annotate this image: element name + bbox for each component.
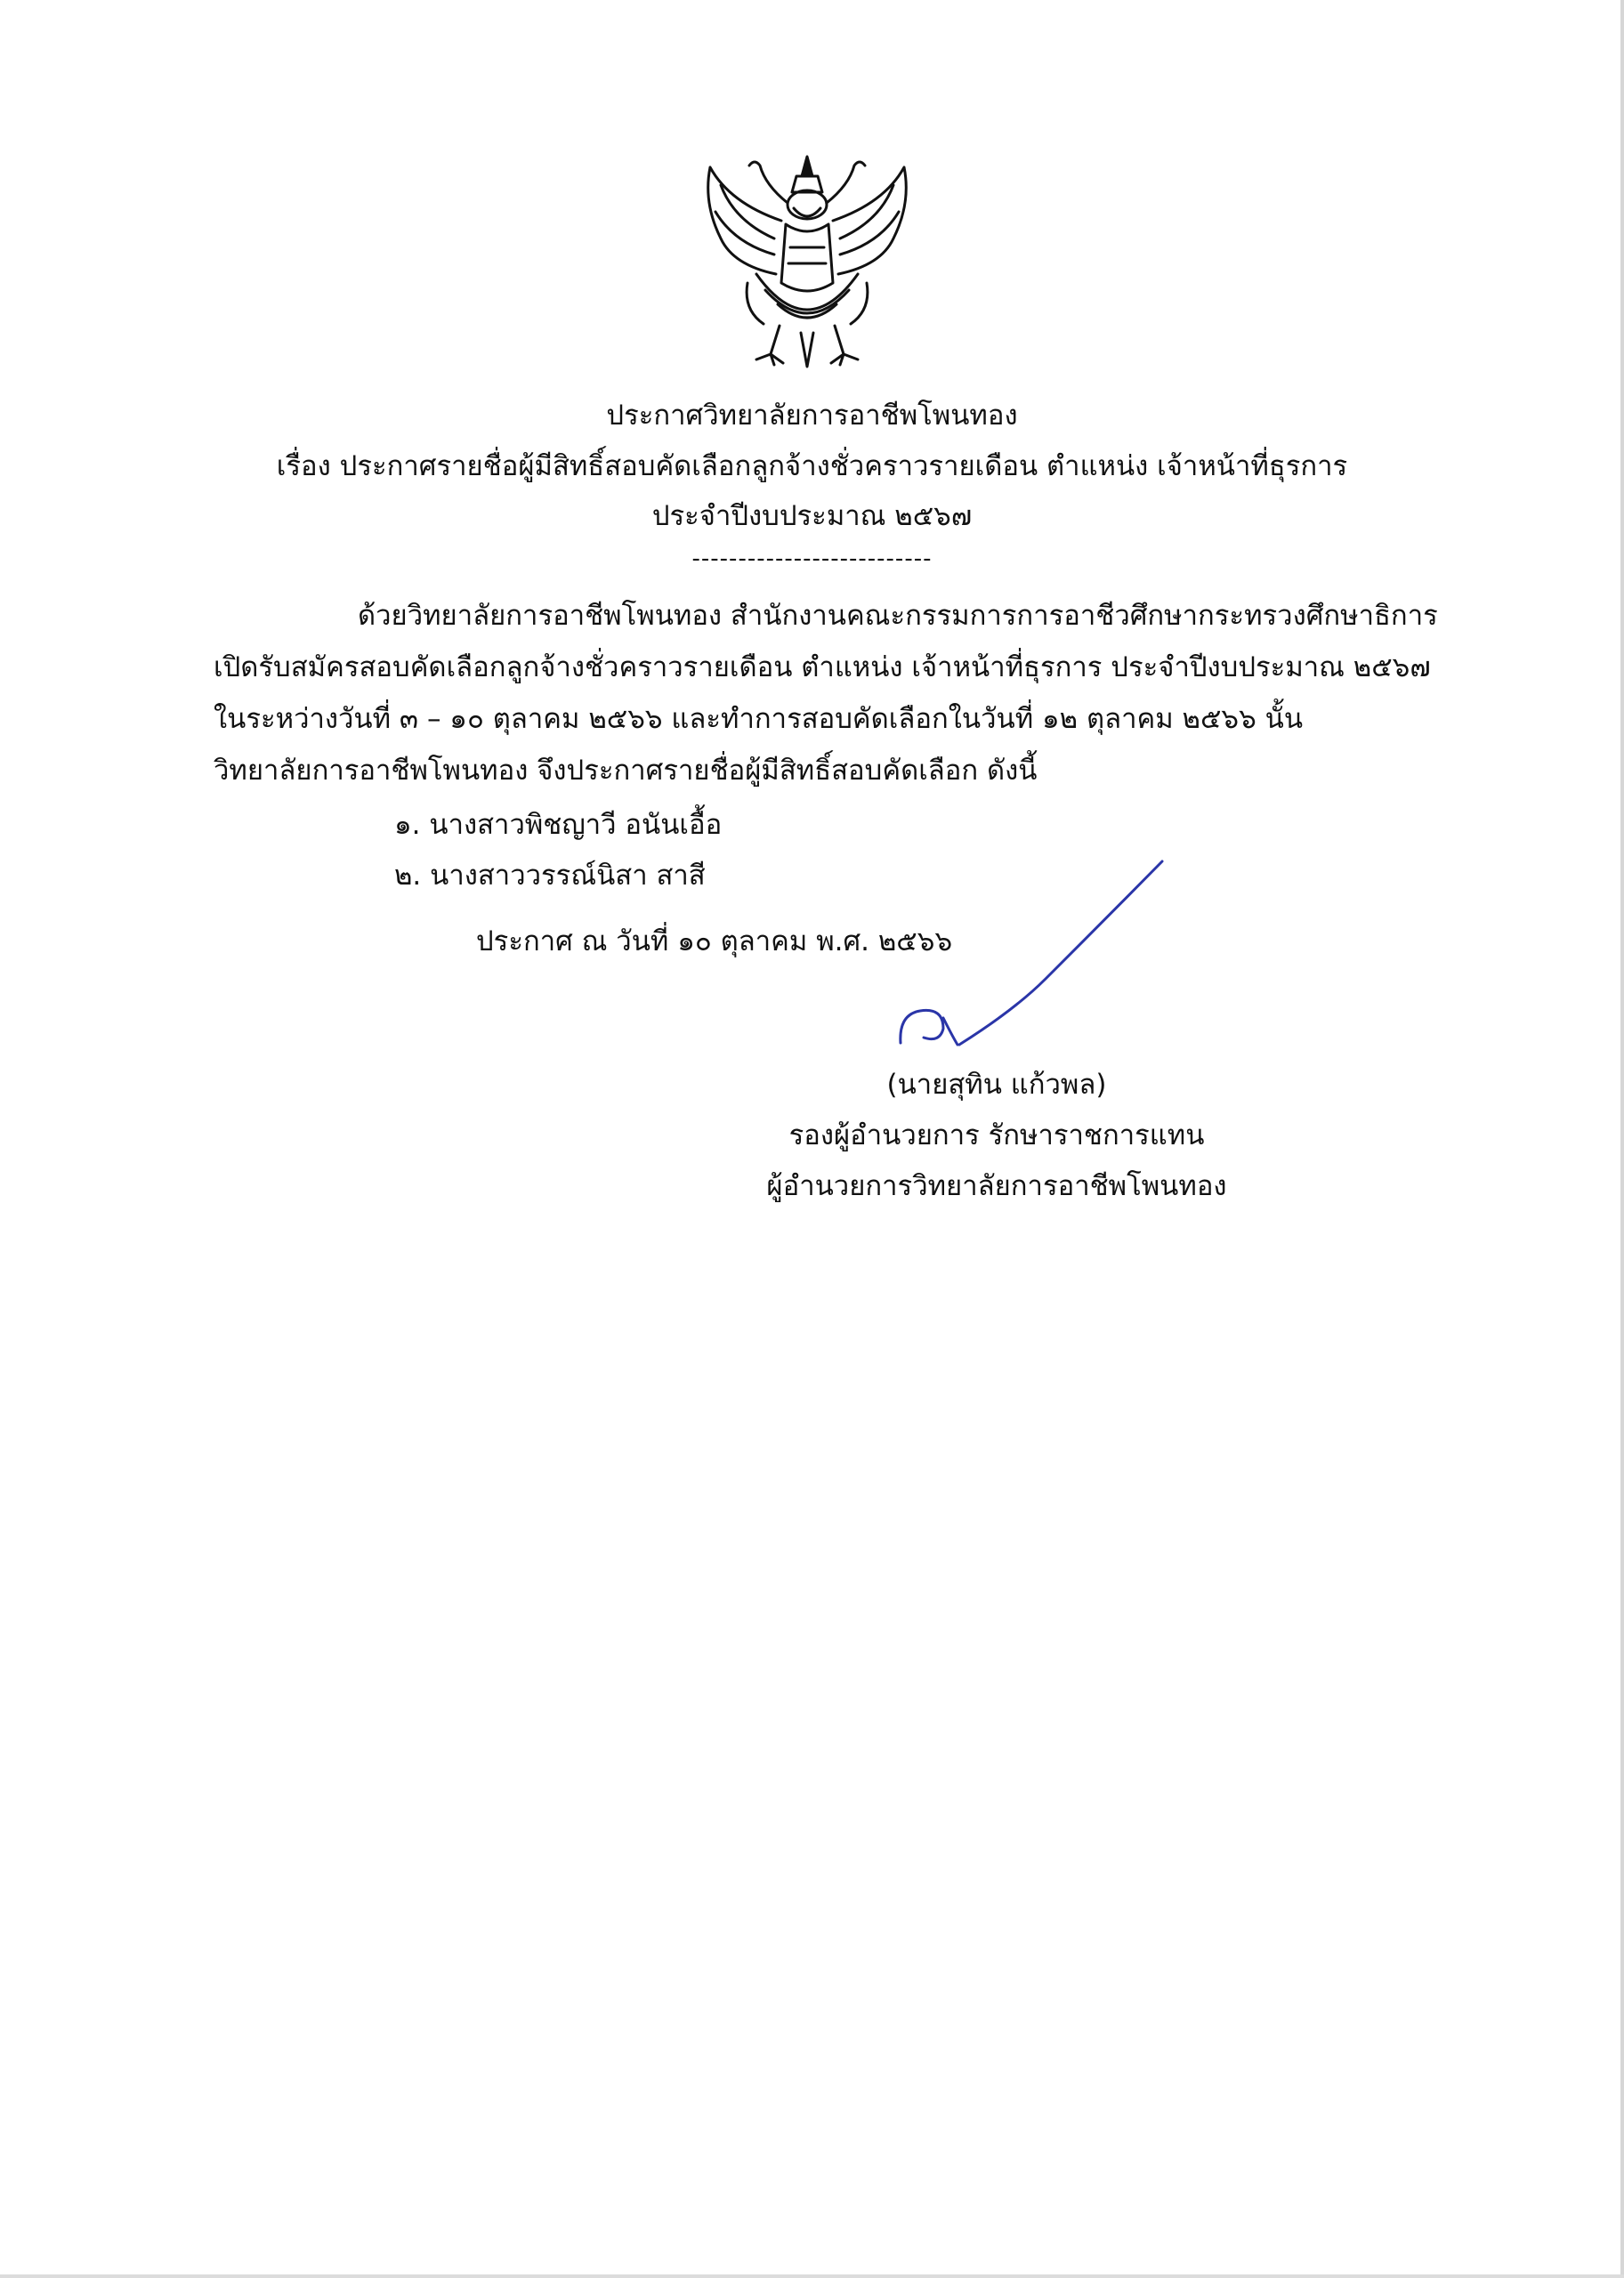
divider-line: -------------------------- xyxy=(691,545,933,572)
announcement-title: ประกาศวิทยาลัยการอาชีพโพนทอง xyxy=(606,400,1018,432)
scan-edge-right xyxy=(1620,0,1624,2278)
signer-title: ผู้อำนวยการวิทยาลัยการอาชีพโพนทอง xyxy=(766,1170,1227,1202)
handwritten-signature xyxy=(881,854,1175,1059)
garuda-emblem-icon xyxy=(694,149,921,372)
candidate-item: ๑. นางสาวพิชญาวี อนันเอื้อ xyxy=(394,809,723,841)
candidate-item: ๒. นางสาววรรณ์นิสา สาสี xyxy=(394,860,706,892)
signer-name: (นายสุทิน แก้วพล) xyxy=(886,1069,1107,1101)
body-line-2: เปิดรับสมัครสอบคัดเลือกลูกจ้างชั่วคราวรายเดือน ตำแหน่ง เจ้าหน้าที่ธุรการ ประจำปีงบประมาณ ๒๕๖๗ xyxy=(214,651,1431,683)
scan-edge-bottom xyxy=(0,2274,1624,2278)
body-line-3: ในระหว่างวันที่ ๓ – ๑๐ ตุลาคม ๒๕๖๖ และทำการสอบคัดเลือกในวันที่ ๑๒ ตุลาคม ๒๕๖๖ นั้น xyxy=(214,703,1304,735)
fiscal-year: ประจำปีงบประมาณ ๒๕๖๗ xyxy=(651,500,973,532)
body-line-1: ด้วยวิทยาลัยการอาชีพโพนทอง สำนักงานคณะกรรมการการอาชีวศึกษากระทรวงศึกษาธิการ xyxy=(358,600,1438,632)
announcement-date: ประกาศ ณ วันที่ ๑๐ ตุลาคม พ.ศ. ๒๕๖๖ xyxy=(476,925,953,957)
body-line-4: วิทยาลัยการอาชีพโพนทอง จึงประกาศรายชื่อผู้มีสิทธิ์สอบคัดเลือก ดังนี้ xyxy=(214,755,1038,787)
announcement-subject: เรื่อง ประกาศรายชื่อผู้มีสิทธิ์สอบคัดเลือกลูกจ้างชั่วคราวรายเดือน ตำแหน่ง เจ้าหน้าที่ธุรการ xyxy=(276,450,1348,482)
signer-position: รองผู้อำนวยการ รักษาราชการแทน xyxy=(788,1119,1205,1151)
